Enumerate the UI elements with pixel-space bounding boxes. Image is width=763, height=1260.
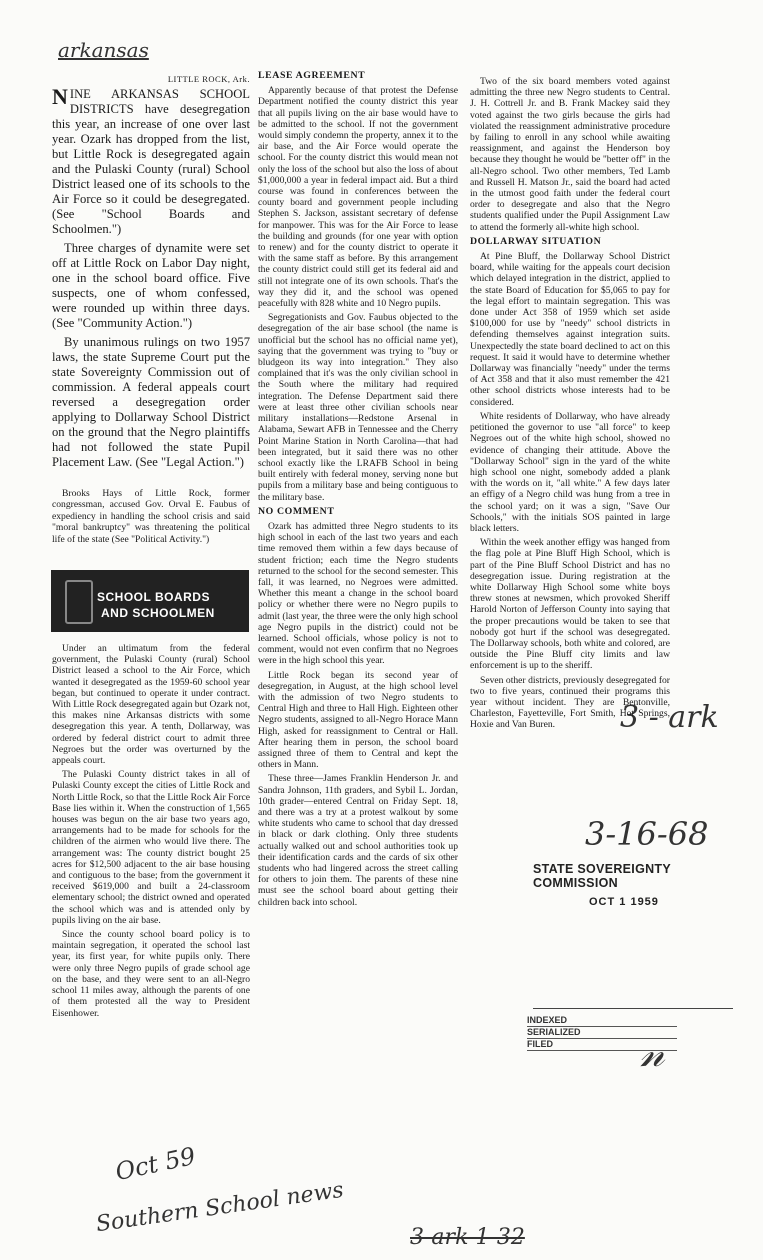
column-2 bbox=[258, 68, 458, 911]
body-paragraph-7: Since the county school board policy is to maintain segregation, it operated the school last year, its first year, for white pupils only. There were only three Negro pupils of grade school age on the base, and they were sent to an all-Negro school 11 miles away, although the parents of one of them protested all the way to President Eisenhower. bbox=[52, 929, 250, 1019]
ledger-serialized: SERIALIZED bbox=[527, 1027, 677, 1039]
stamp-divider bbox=[533, 1008, 733, 1009]
col2-paragraph-3: Ozark has admitted three Negro students to its high school in each of the last two years and each time removed them within a few days because of student friction; each time the Negro students returned to the school for the second semester. This fall, it was learned, no Negroes were admitted. Whether this meant a change in the school board policy or whether there were no Negro pupils to admit (last year, the three were the only high school age Negro pupils in the district) could not be learned. School officials, whose policy is not to comment, would not even confirm that no Negroes were in the high school this year. bbox=[258, 520, 458, 667]
body-paragraph-5: Under an ultimatum from the federal government, the Pulaski County (rural) School District leased a school to the Air Force, which wanted it desegregated as the 1959-60 school year began, but continued to operate it under contract. With Little Rock desegregated again but Ozark not, this makes nine Arkansas districts with some desegregation this year. A tenth, Dollarway, was ordered by federal district court to admit three Negroes but the order was overturned by the appeals court. bbox=[52, 643, 250, 767]
col3-paragraph-1: Two of the six board members voted against admitting the three new Negro students to Central. J. H. Cottrell Jr. and B. Frank Mackey said they voted against the two girls because the girls had violated the reassignment administrative procedure by failing to enroll in any school while awaiting reassignment, and against the Henderson boy because they thought he would be "better off" in the all-Negro school. Two other members, Ted Lamb and Russell H. Matson Jr., said the board had acted in the utmost good faith under the federal court order to desegregate and also that the Negro students qualified under the Pupil Assignment Law to attend the formerly all-white high school. bbox=[470, 76, 670, 233]
heading-lease-agreement: LEASE AGREEMENT bbox=[258, 70, 366, 81]
stamp-title: STATE SOVEREIGNTY COMMISSION bbox=[533, 862, 671, 890]
lead-paragraph-2: Three charges of dynamite were set off at Little Rock on Labor Day night, one in the school board office. Five suspects, one of whom confessed, were rounded up within three days. (See "Community Action.") bbox=[52, 241, 250, 330]
handwritten-file-code: 3 - ark bbox=[620, 700, 719, 735]
dateline: LITTLE ROCK, Ark. bbox=[167, 74, 250, 84]
heading-dollarway-situation: DOLLARWAY SITUATION bbox=[470, 235, 602, 247]
col2-paragraph-1: Apparently because of that protest the Defense Department notified the county district this year that all pupils living on the air base would have to be admitted to the school. If not the government would simply condemn the property, annex it to the air base, and the Air Force would operate the school. For the county district this would mean not only the loss of the school but also the loss of about $1,000,000 a year in federal impact aid. But a third course was found in conferences between the county board and government people including Stephen S. Jackson, assistant secretary of defense for manpower. This was for the Air Force to lease the building and grounds (for one year with option to renew) and for the county district to operate it with the same staff as before. By this arrangement the county district could still get its federal aid and still not integrate one of its own schools. That's the way they did it, and the school was opened peacefully with 828 white and 10 Negro pupils. bbox=[258, 85, 458, 310]
stamp-date: OCT 1 1959 bbox=[589, 896, 659, 908]
col3-paragraph-4: Within the week another effigy was hanged from the flag pole at Pine Bluff High School, which is part of the Pine Bluff School District and has no desegregation issue. During registration at the white Dollarway High School some white boys threw stones at newsmen, which provoked Sheriff Harold Norton of Jefferson County into saying that the proper precautions would be taken to see that nobody got hurt if the school was desegregated. The Dollarway schools, both white and colored, are outside the Pine Bluff city limits and law enforcement is up to the sheriff. bbox=[470, 537, 670, 672]
banner-logo-icon bbox=[65, 580, 93, 624]
body-paragraph-6: The Pulaski County district takes in all of Pulaski County except the cities of Little Rock and North Little Rock, so that the Little Rock Air Force Base lies within it. When the construction of 1,565 houses was begun on the air base two years ago, arrangements had to be made for schools for the children of the airmen who would live there. The arrangement was: The county district bought 25 acres for $12,500 adjacent to the air base housing and contiguous to the base; from the government it received $619,000 and built a 24-classroom elementary school; the district owned and operated the school which was and is attended only by pupils living on the air base. bbox=[52, 769, 250, 926]
col3-paragraph-5: Seven other districts, previously desegregated for two to five years, continued their programs this year without incident. They are Bentonville, Charleston, Fayetteville, Fort Smith, Hot Springs, Hoxie and Van Buren. bbox=[470, 674, 670, 731]
col3-paragraph-3: White residents of Dollarway, who have already petitioned the governor to use "all force" to keep Negroes out of the white high school, showed no evidence of changing their attitude. Above the "Dollarway School" sign in the yard of the white high school one night, somebody added a plank with the words on it, "all white." A few days later an effigy of a Negro child was hung from a tree in the school yard; on it was a sign, "Save Our Schools," with the initials SOS painted in large black letters. bbox=[470, 410, 670, 534]
handwritten-issue-date: Oct 59 bbox=[112, 1141, 198, 1187]
ledger-indexed: INDEXED bbox=[527, 1015, 677, 1027]
col2-paragraph-2: Segregationists and Gov. Faubus objected to the desegregation of the air base school (the name is unofficial but the school has no official name yet), saying that the government was trying to "buy or bludgeon its way into integration." They also complained that it's was the only civilian school in the South where the military had required integration. The Defense Department said there were at least three other civilian schools near military installations—Redstone Arsenal in Alabama, Sewart AFB in Tennessee and the Cherry Point Marine Station in North Carolina—that had been integrated, but it said there was no other school exactly like the LRAFB School in being built entirely with federal money, serving none but pupils from a military base and being contiguous to the military base. bbox=[258, 312, 458, 503]
handwritten-mark: 𝓃 bbox=[640, 1030, 665, 1076]
filing-ledger bbox=[527, 1015, 752, 1075]
summary-paragraph-4: Brooks Hays of Little Rock, former congressman, accused Gov. Orval E. Faubus of expediency in handling the school crisis and said "moral bankruptcy" was threatening the political life of the state (See "Political Activity.") bbox=[52, 488, 250, 545]
handwritten-state-label: arkansas bbox=[58, 38, 149, 62]
heading-no-comment: NO COMMENT bbox=[258, 505, 335, 517]
column-1-lead bbox=[52, 72, 250, 474]
banner-line-1: SCHOOL BOARDS bbox=[97, 590, 210, 604]
col2-paragraph-4: Little Rock began its second year of desegregation, in August, at the high school level with the admission of two Negro students to Central High and three to Hall High. Eighteen other Negro students, assigned to all-Negro Horace Mann High, asked for reassignment to Central or Hall. After hearing them in person, the school board assigned three of them to Central and kept the others in Mann. bbox=[258, 669, 458, 771]
banner-line-2: AND SCHOOLMEN bbox=[101, 606, 215, 620]
section-banner bbox=[51, 570, 249, 632]
lead-paragraph-3: By unanimous rulings on two 1957 laws, the state Supreme Court put the state Sovereignty Commission out of commission. A federal appeals court reversed a desegregation order applying to Dollarway School District on the ground that the Negro plaintiffs had not followed the state Pupil Placement Law. (See "Legal Action.") bbox=[52, 335, 250, 469]
column-1-body bbox=[52, 643, 250, 1022]
handwritten-date: 3-16-68 bbox=[585, 815, 709, 853]
handwritten-serial: 3-ark-1-32 bbox=[410, 1225, 525, 1250]
handwritten-source: Southern School news bbox=[94, 1177, 346, 1238]
dropcap: N bbox=[52, 84, 68, 109]
col3-paragraph-2: At Pine Bluff, the Dollarway School District board, while waiting for the appeals court decision which delayed integration in the district, applied to the state Board of Education for $5,065 to pay for the legal effort to maintain segregation. This was done under Act 358 of 1959 which set aside $100,000 for use by "needy" school districts in defending themselves against integration suits. Unexpectedly the state board declined to act on this request. It said it would have to determine whether Dollarway was financially "needy" under the terms of Act 358 and that it also must remember the 421 other school districts whose interests had to be considered. bbox=[470, 251, 670, 408]
ledger-filed: FILED bbox=[527, 1039, 677, 1051]
column-1-summary bbox=[52, 488, 250, 548]
column-3 bbox=[470, 76, 670, 734]
lead-paragraph-1: NINE ARKANSAS SCHOOL DISTRICTS have desegregation this year, an increase of one over last year. Ozark has dropped from the list, but Little Rock is desegregated again and the Pulaski County (rural) School District leased one of its schools to the Air Force so it could be desegregated. (See "School Boards and Schoolmen.") bbox=[52, 84, 250, 236]
commission-stamp bbox=[533, 862, 748, 917]
col2-paragraph-5: These three—James Franklin Henderson Jr. and Sandra Johnson, 11th graders, and Sybil L. Jordan, 10th grader—entered Central on Friday Sept. 18, and there was a try at a protest walkout by some white students who came to school that day dressed in black or dark clothing. Only three students actually walked out and school authorities took up their identification cards and the cards of six other students who had lingered across the street calling for others to join them. The parents of these nine must see the school board about getting their children back into school. bbox=[258, 773, 458, 908]
